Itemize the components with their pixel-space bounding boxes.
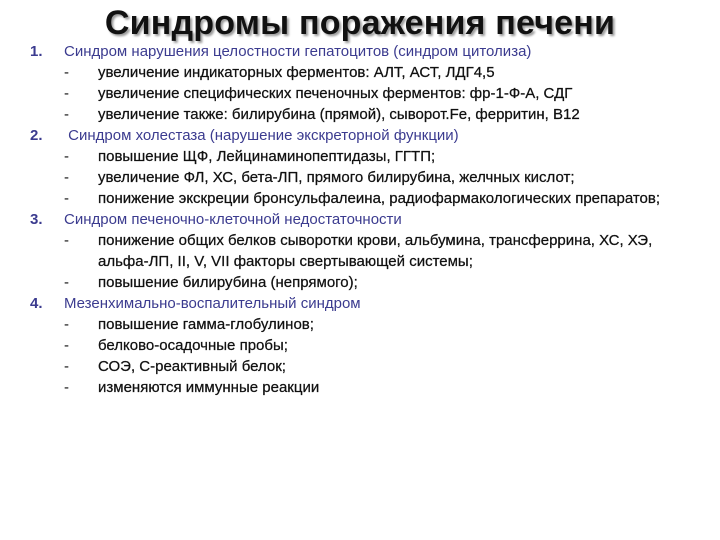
section-1-header (30, 41, 710, 62)
dash-bullet: - (64, 169, 69, 186)
list-item (30, 104, 710, 125)
dash-bullet: - (64, 274, 69, 291)
list-item (30, 335, 710, 356)
page-title: Синдромы поражения печени (104, 4, 616, 42)
list-item (30, 146, 710, 167)
list-item (30, 377, 710, 398)
list-item-text: увеличение ФЛ, ХС, бета-ЛП, прямого билирубина, желчных кислот; (98, 169, 575, 186)
section-heading: Синдром нарушения целостности гепатоцитов (синдром цитолиза) (64, 43, 532, 60)
list-item-text: повышение гамма-глобулинов; (98, 316, 314, 333)
section-number: 2. (30, 127, 43, 144)
list-item (30, 83, 710, 104)
dash-bullet: - (64, 85, 69, 102)
list-item-text: повышение ЩФ, Лейцинаминопептидазы, ГГТП; (98, 148, 436, 165)
list-item (30, 272, 710, 293)
list-item (30, 230, 710, 272)
section-number: 3. (30, 211, 43, 228)
list-item (30, 356, 710, 377)
section-heading: Мезенхимально-воспалительный синдром (64, 295, 361, 312)
dash-bullet: - (64, 358, 69, 375)
list-item-text: белково-осадочные пробы; (98, 337, 288, 354)
list-item-text: увеличение специфических печеночных ферментов: фр-1-Ф-А, СДГ (98, 85, 573, 102)
dash-bullet: - (64, 190, 69, 207)
dash-bullet: - (64, 148, 69, 165)
syndrome-list (30, 41, 710, 398)
list-item (30, 62, 710, 83)
list-item-text: понижение общих белков сыворотки крови, альбумина, трансферрина, ХС, ХЭ, альфа-ЛП, II, V, VII факторы свертывающей системы; (98, 232, 653, 270)
dash-bullet: - (64, 379, 69, 396)
dash-bullet: - (64, 316, 69, 333)
section-number: 1. (30, 43, 43, 60)
section-number: 4. (30, 295, 43, 312)
section-heading: Синдром холестаза (нарушение экскреторной функции) (64, 127, 459, 144)
list-item-text: понижение экскреции бронсульфалеина, радиофармакологических препаратов; (98, 190, 661, 207)
list-item-text: изменяются иммунные реакции (98, 379, 320, 396)
list-item-text: увеличение также: билирубина (прямой), сыворот.Fe, ферритин, B12 (98, 106, 580, 123)
dash-bullet: - (64, 337, 69, 354)
section-2-header (30, 125, 710, 146)
list-item (30, 188, 710, 209)
list-item-text: увеличение индикаторных ферментов: АЛТ, АСТ, ЛДГ4,5 (98, 64, 495, 81)
list-item-text: повышение билирубина (непрямого); (98, 274, 358, 291)
list-item-text: СОЭ, С-реактивный белок; (98, 358, 286, 375)
dash-bullet: - (64, 232, 69, 249)
section-heading: Синдром печеночно-клеточной недостаточности (64, 211, 402, 228)
list-item (30, 314, 710, 335)
section-4-header (30, 293, 710, 314)
section-3-header (30, 209, 710, 230)
list-item (30, 167, 710, 188)
dash-bullet: - (64, 106, 69, 123)
dash-bullet: - (64, 64, 69, 81)
